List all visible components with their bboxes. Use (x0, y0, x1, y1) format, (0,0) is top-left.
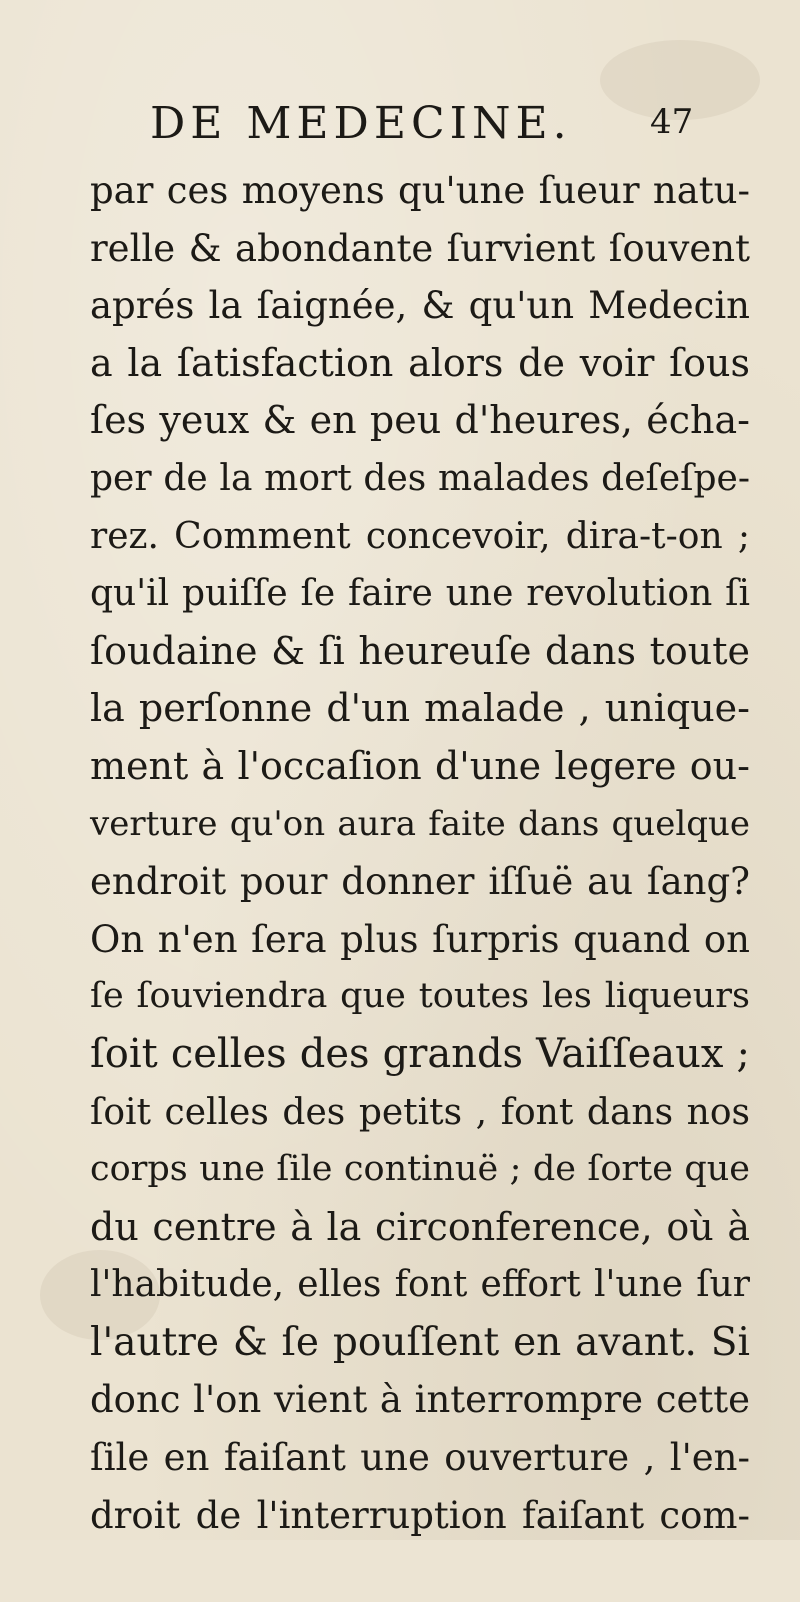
running-head: DE MEDECINE. (150, 98, 572, 149)
text-line: ſoit celles des petits , font dans nos (90, 1091, 750, 1133)
text-line: rez. Comment concevoir, dira-t-on ; (90, 515, 750, 557)
text-line: qu'il puiſſe ſe faire une revolution ſi (90, 573, 750, 615)
text-line: la perſonne d'un malade , unique- (90, 686, 750, 731)
text-line: du centre à la circonference, où à (90, 1204, 750, 1249)
page-number: 47 (650, 102, 694, 142)
text-line: corps une ſile continuë ; de ſorte que (90, 1149, 750, 1190)
text-line: relle & abondante ſurvient ſouvent (90, 226, 750, 270)
text-line: ment à l'occaſion d'une legere ou- (90, 743, 750, 788)
text-line: verture qu'on aura faite dans quelque (90, 803, 750, 844)
text-line: On n'en ſera plus ſurpris quand on (90, 917, 750, 961)
text-line: par ces moyens qu'une ſueur natu- (90, 169, 750, 212)
text-line: donc l'on vient à interrompre cette (90, 1378, 750, 1422)
text-line: ſoit celles des grands Vaiſſeaux ; (90, 1030, 750, 1077)
text-line: droit de l'interruption faiſant com- (90, 1493, 750, 1537)
text-line: per de la mort des malades deſeſpe- (90, 457, 750, 499)
text-line: ſes yeux & en peu d'heures, écha- (90, 398, 750, 443)
text-line: ſile en faiſant une ouverture , l'en- (90, 1436, 750, 1480)
text-line: ſoudaine & ſi heureuſe dans toute (90, 628, 750, 673)
text-line: a la ſatisfaction alors de voir ſous (90, 340, 750, 385)
text-line: endroit pour donner iſſuë au ſang? (90, 860, 750, 904)
text-line: l'habitude, elles font effort l'une ſur (90, 1264, 750, 1306)
text-line: ſe ſouviendra que toutes les liqueurs (90, 976, 750, 1017)
body-text (90, 162, 750, 1602)
text-line: aprés la ſaignée, & qu'un Medecin (90, 284, 750, 328)
text-line: l'autre & ſe pouſſent en avant. Si (90, 1319, 750, 1365)
page-header (150, 98, 710, 158)
text-line (90, 1544, 750, 1602)
